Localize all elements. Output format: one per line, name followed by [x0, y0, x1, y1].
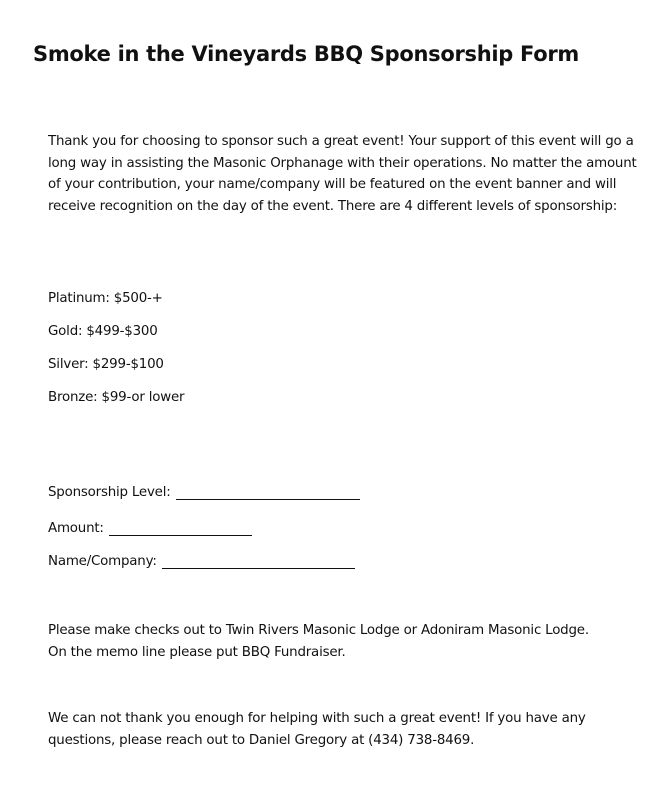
sponsorship-level-label: Sponsorship Level: — [48, 485, 171, 500]
sponsorship-level-field — [48, 485, 360, 500]
name-company-label: Name/Company: — [48, 554, 157, 569]
sponsorship-level-blank[interactable] — [176, 485, 360, 500]
amount-field — [48, 521, 252, 536]
amount-blank[interactable] — [109, 521, 252, 536]
level-bronze: Bronze: $99-or lower — [48, 390, 185, 405]
level-silver: Silver: $299-$100 — [48, 357, 164, 372]
closing-paragraph: We can not thank you enough for helping with such a great event! If you have any questions, please reach out to Daniel Gregory at (434) 738-8469. — [48, 711, 586, 748]
intro-paragraph: Thank you for choosing to sponsor such a great event! Your support of this event will go a long way in assisting the Masonic Orphanage with their operations. No matter the amount of your contribution, your name/company will be featured on the event banner and will receive recognition on the day of the event. There are 4 different levels of sponsorship: — [48, 134, 637, 214]
form-title: Smoke in the Vineyards BBQ Sponsorship Form — [33, 42, 579, 66]
name-company-field — [48, 554, 355, 569]
name-company-blank[interactable] — [162, 554, 355, 569]
level-gold: Gold: $499-$300 — [48, 324, 158, 339]
checks-note: Please make checks out to Twin Rivers Masonic Lodge or Adoniram Masonic Lodge. On the memo line please put BBQ Fundraiser. — [48, 623, 589, 660]
amount-label: Amount: — [48, 521, 104, 536]
level-platinum: Platinum: $500-+ — [48, 291, 163, 306]
